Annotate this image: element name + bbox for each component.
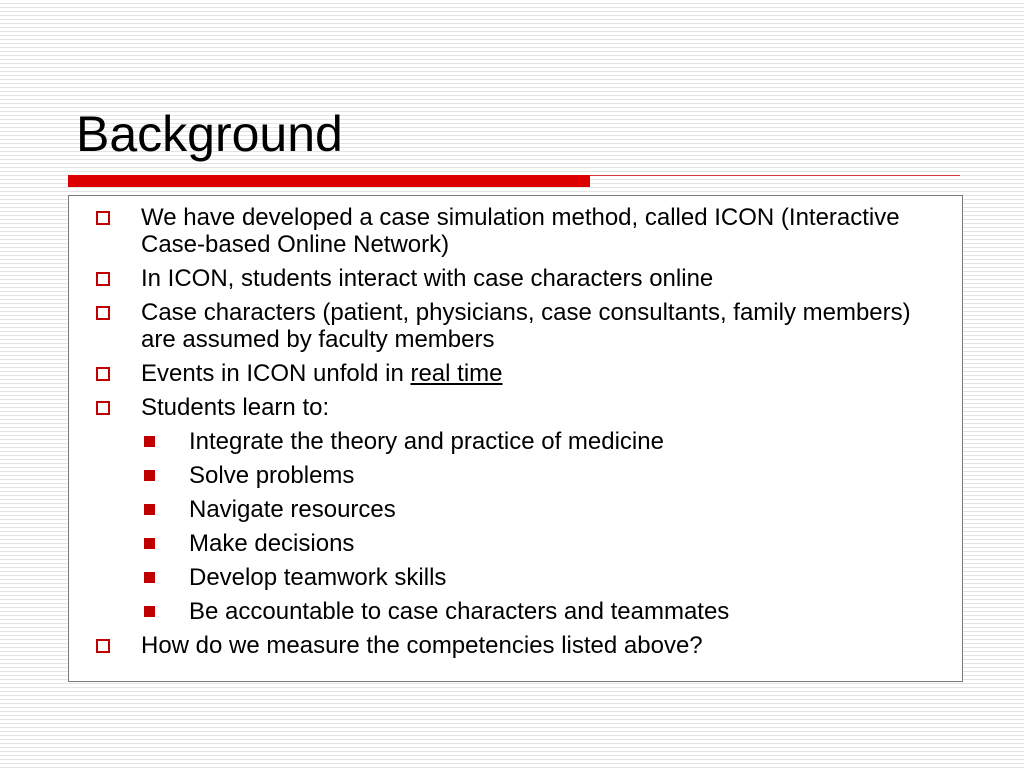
sub-bullet-text: Navigate resources	[189, 496, 396, 523]
list-item	[69, 265, 962, 292]
title-underline-accent	[68, 175, 590, 187]
bullet-text: We have developed a case simulation method, called ICON (Interactive Case-based Online Network)	[141, 204, 900, 258]
list-item	[69, 360, 962, 387]
sub-bullet-text: Be accountable to case characters and teammates	[189, 598, 730, 625]
hollow-square-bullet-icon	[96, 401, 110, 415]
sub-bullet-text: Develop teamwork skills	[189, 564, 447, 591]
filled-square-bullet-icon	[144, 538, 155, 549]
bullet-list	[69, 204, 962, 666]
hollow-square-bullet-icon	[96, 272, 110, 286]
filled-square-bullet-icon	[144, 470, 155, 481]
sub-list-item	[69, 530, 962, 557]
sub-list-item	[69, 496, 962, 523]
filled-square-bullet-icon	[144, 436, 155, 447]
sub-bullet-text: Solve problems	[189, 462, 355, 489]
filled-square-bullet-icon	[144, 572, 155, 583]
list-item	[69, 204, 962, 258]
hollow-square-bullet-icon	[96, 367, 110, 381]
bullet-text-prefix: Events in ICON unfold in	[141, 360, 411, 387]
list-item	[69, 632, 962, 659]
sub-list-item	[69, 598, 962, 625]
title-underline-thin	[590, 175, 960, 176]
list-item	[69, 299, 962, 353]
hollow-square-bullet-icon	[96, 639, 110, 653]
slide-title: Background	[76, 106, 343, 162]
hollow-square-bullet-icon	[96, 211, 110, 225]
filled-square-bullet-icon	[144, 504, 155, 515]
real-time-emphasis: real time	[410, 360, 503, 387]
bullet-text: In ICON, students interact with case characters online	[141, 265, 714, 292]
bullet-text: How do we measure the competencies listed above?	[141, 632, 703, 659]
content-box	[68, 195, 963, 682]
sub-list-item	[69, 428, 962, 455]
bullet-text: Students learn to:	[141, 394, 330, 421]
sub-bullet-text: Integrate the theory and practice of medicine	[189, 428, 664, 455]
sub-list-item	[69, 564, 962, 591]
filled-square-bullet-icon	[144, 606, 155, 617]
bullet-text: Case characters (patient, physicians, case consultants, family members) are assumed by faculty members	[141, 299, 911, 353]
sub-bullet-text: Make decisions	[189, 530, 355, 557]
hollow-square-bullet-icon	[96, 306, 110, 320]
list-item	[69, 394, 962, 421]
sub-list-item	[69, 462, 962, 489]
